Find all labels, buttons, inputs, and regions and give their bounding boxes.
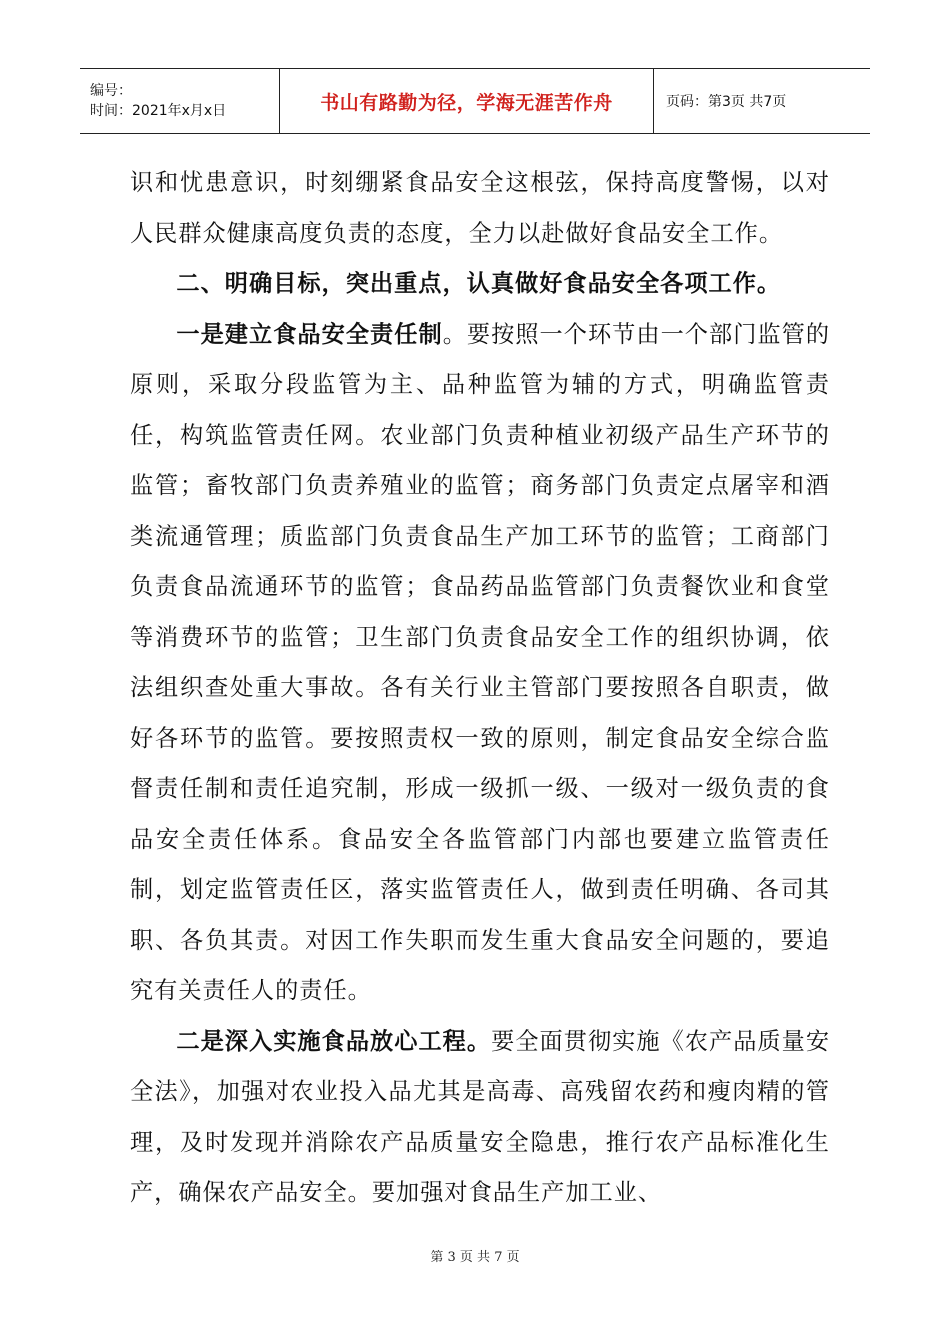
header-meta <box>80 69 280 133</box>
document-body <box>130 158 830 1219</box>
page-header <box>80 68 870 134</box>
paragraph-text: 要全面贯彻实施《农产品质量安全法》，加强对农业投入品尤其是高毒、高残留农药和瘦肉精的管理，及时发现并消除农产品质量安全隐患，推行农产品标准化生产，确保农产品安全。要加强对食品生产加工业、 <box>130 1027 831 1206</box>
header-motto: 书山有路勤为径，学海无涯苦作舟 <box>280 69 654 133</box>
document-number-label: 编号： <box>90 83 132 99</box>
body-paragraph <box>130 310 830 1017</box>
paragraph-lead: 一是建立食品安全责任制 <box>176 320 443 348</box>
document-time-label: 时间：2021年x月x日 <box>90 103 227 119</box>
section-heading: 二、明确目标，突出重点，认真做好食品安全各项工作。 <box>176 270 782 297</box>
body-paragraph <box>130 1017 830 1219</box>
paragraph-lead: 二是深入实施食品放心工程。 <box>176 1027 492 1055</box>
body-paragraph: 识和忧患意识，时刻绷紧食品安全这根弦，保持高度警惕，以对人民群众健康高度负责的态度，全力以赴做好食品安全工作。 <box>130 169 830 247</box>
paragraph-text: 。要按照一个环节由一个部门监管的原则，采取分段监管为主、品种监管为辅的方式，明确监管责任，构筑监管责任网。农业部门负责种植业初级产品生产环节的监管；畜牧部门负责养殖业的监管；商务部门负责定点屠宰和酒类流通管理；质监部门负责食品生产加工环节的监管；工商部门负责食品流通环节的监管；食品药品监管部门负责餐饮业和食堂等消费环节的监管；卫生部门负责食品安全工作的组织协调，依法组织查处重大事故。各有关行业主管部门要按照各自职责，做好各环节的监管。要按照责权一致的原则，制定食品安全综合监督责任制和责任追究制，形成一级抓一级、一级对一级负责的食品安全责任体系。食品安全各监管部门内部也要建立监管责任制，划定监管责任区，落实监管责任人，做到责任明确、各司其职、各负其责。对因工作失职而发生重大食品安全问题的，要追究有关责任人的责任。 <box>130 320 831 1004</box>
header-page-number: 页码：第3页 共7页 <box>666 94 787 110</box>
page-footer: 第 3 页 共 7 页 <box>430 1250 520 1265</box>
